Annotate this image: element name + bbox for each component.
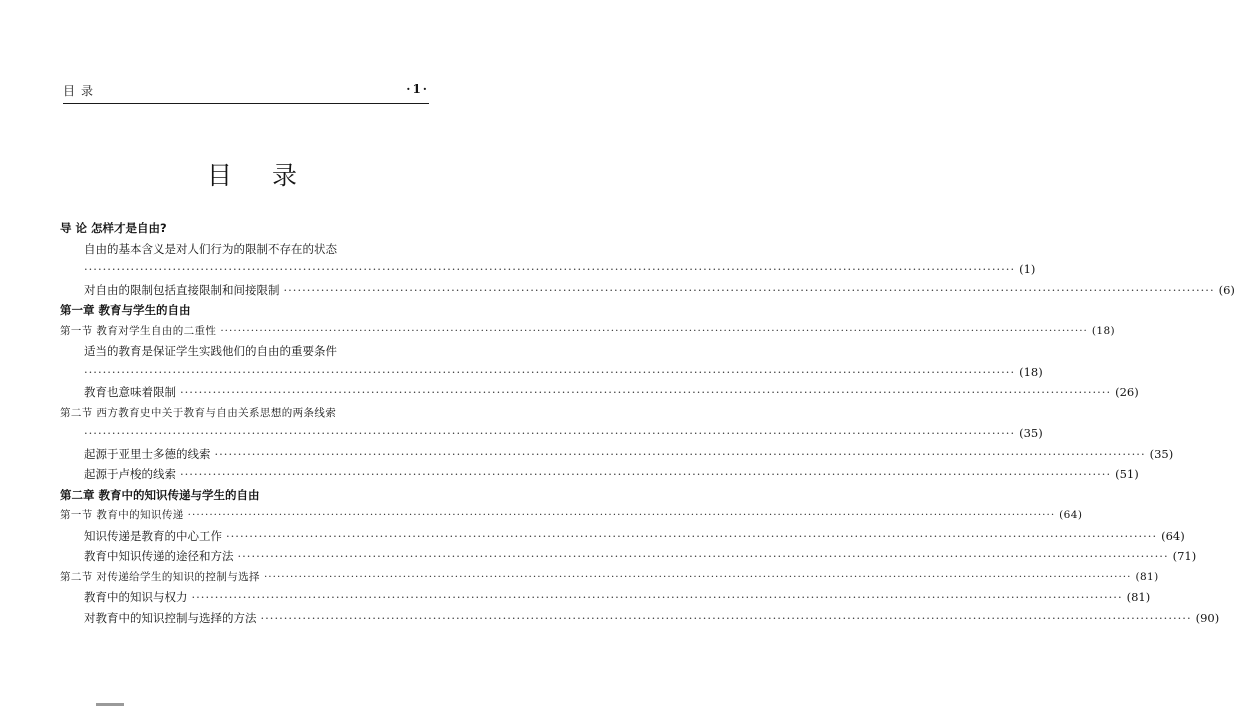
toc-entry-text: 对教育中的知识控制与选择的方法 bbox=[84, 610, 257, 625]
toc-entry-text: 第一节 教育中的知识传递 bbox=[60, 509, 184, 521]
toc-section-text: 第二节 西方教育史中关于教育与自由关系思想的两条线索 bbox=[60, 406, 337, 419]
toc-page-number: (51) bbox=[1115, 467, 1139, 481]
toc-chapter-heading bbox=[60, 485, 428, 506]
dot-leader: ········································································································································································································ bbox=[180, 385, 1112, 399]
toc-section bbox=[60, 505, 1083, 526]
toc-page-number: (1) bbox=[1019, 262, 1036, 276]
toc-entry-text: 起源于亚里士多德的线索 bbox=[84, 446, 211, 461]
toc-heading-text: 导 论 怎样才是自由? bbox=[60, 221, 167, 235]
dot-leader: ········································································································································································································ bbox=[191, 590, 1123, 604]
dot-leader: ········································································································································································································ bbox=[84, 262, 1016, 276]
toc-entry-continuation bbox=[60, 259, 1036, 280]
dot-leader: ········································································································································································································ bbox=[180, 467, 1112, 481]
toc-entry bbox=[60, 608, 1220, 629]
scan-mark bbox=[96, 703, 124, 706]
toc-entry-text: 适当的教育是保证学生实践他们的自由的重要条件 bbox=[84, 344, 337, 358]
toc-entry bbox=[60, 280, 1235, 301]
toc-page-number: (18) bbox=[1091, 324, 1116, 337]
dot-leader: ········································································································································································································ bbox=[214, 446, 1146, 461]
toc-page-number: (35) bbox=[1019, 426, 1043, 440]
toc-page-number: (90) bbox=[1195, 610, 1220, 625]
toc-entry bbox=[60, 382, 1139, 403]
dot-leader: ········································································································································································································ bbox=[84, 364, 1016, 379]
page-title bbox=[0, 156, 504, 192]
toc-section bbox=[60, 567, 1159, 588]
toc-page-number: (64) bbox=[1161, 528, 1185, 543]
toc-entry bbox=[60, 341, 428, 362]
toc-page-number: (26) bbox=[1115, 385, 1139, 399]
toc-entry-text: 教育中知识传递的途径和方法 bbox=[84, 549, 234, 563]
toc-page-number: (64) bbox=[1059, 509, 1083, 521]
page-number: ·1· bbox=[406, 82, 429, 96]
page-title-char: 目 bbox=[206, 161, 232, 190]
dot-leader: ········································································································································································································ bbox=[263, 570, 1132, 583]
toc-section bbox=[60, 321, 1116, 342]
toc-entry-text: 对自由的限制包括直接限制和间接限制 bbox=[84, 282, 280, 297]
toc-page-number: (81) bbox=[1135, 570, 1159, 583]
dot-leader: ········································································································································································································ bbox=[237, 549, 1169, 563]
page-title-char: 录 bbox=[272, 161, 298, 190]
toc-entry-text: 知识传递是教育的中心工作 bbox=[84, 528, 222, 543]
toc-section bbox=[60, 403, 428, 424]
toc-entry-text: 自由的基本含义是对人们行为的限制不存在的状态 bbox=[84, 241, 337, 256]
toc-chapter-heading bbox=[60, 218, 428, 239]
running-header-title: 目录 bbox=[63, 84, 100, 98]
toc-chapter-heading bbox=[60, 300, 428, 321]
dot-leader: ········································································································································································································ bbox=[226, 528, 1158, 543]
toc-entry bbox=[60, 546, 1197, 567]
toc-page-number: (6) bbox=[1218, 282, 1235, 297]
toc-entry-continuation bbox=[60, 423, 1043, 444]
dot-leader: ········································································································································································································ bbox=[187, 509, 1056, 521]
header-rule bbox=[63, 103, 429, 104]
toc-entry bbox=[60, 526, 1185, 547]
toc-entry bbox=[60, 587, 1151, 608]
running-header bbox=[63, 82, 429, 100]
toc-entry-text: 教育也意味着限制 bbox=[84, 385, 176, 399]
table-of-contents bbox=[60, 218, 1235, 628]
toc-page-number: (71) bbox=[1172, 549, 1197, 563]
toc-entry bbox=[60, 464, 1139, 485]
dot-leader: ········································································································································································································ bbox=[260, 610, 1192, 625]
dot-leader: ········································································································································································································ bbox=[283, 282, 1215, 297]
toc-page-number: (81) bbox=[1126, 590, 1151, 604]
toc-heading-text: 第一章 教育与学生的自由 bbox=[60, 303, 191, 317]
toc-entry-text: 第一节 教育对学生自由的二重性 bbox=[60, 324, 217, 337]
toc-entry-text: 起源于卢梭的线索 bbox=[84, 467, 176, 481]
toc-entry-text: 教育中的知识与权力 bbox=[84, 590, 188, 604]
toc-entry bbox=[60, 239, 428, 260]
toc-page-number: (35) bbox=[1149, 446, 1174, 461]
toc-entry bbox=[60, 444, 1174, 465]
dot-leader: ········································································································································································································ bbox=[84, 426, 1016, 440]
dot-leader: ········································································································································································································ bbox=[220, 324, 1088, 337]
toc-heading-text: 第二章 教育中的知识传递与学生的自由 bbox=[60, 487, 260, 502]
toc-entry-text: 第二节 对传递给学生的知识的控制与选择 bbox=[60, 570, 260, 583]
toc-page-number: (18) bbox=[1019, 364, 1043, 379]
toc-entry-continuation bbox=[60, 362, 1043, 383]
